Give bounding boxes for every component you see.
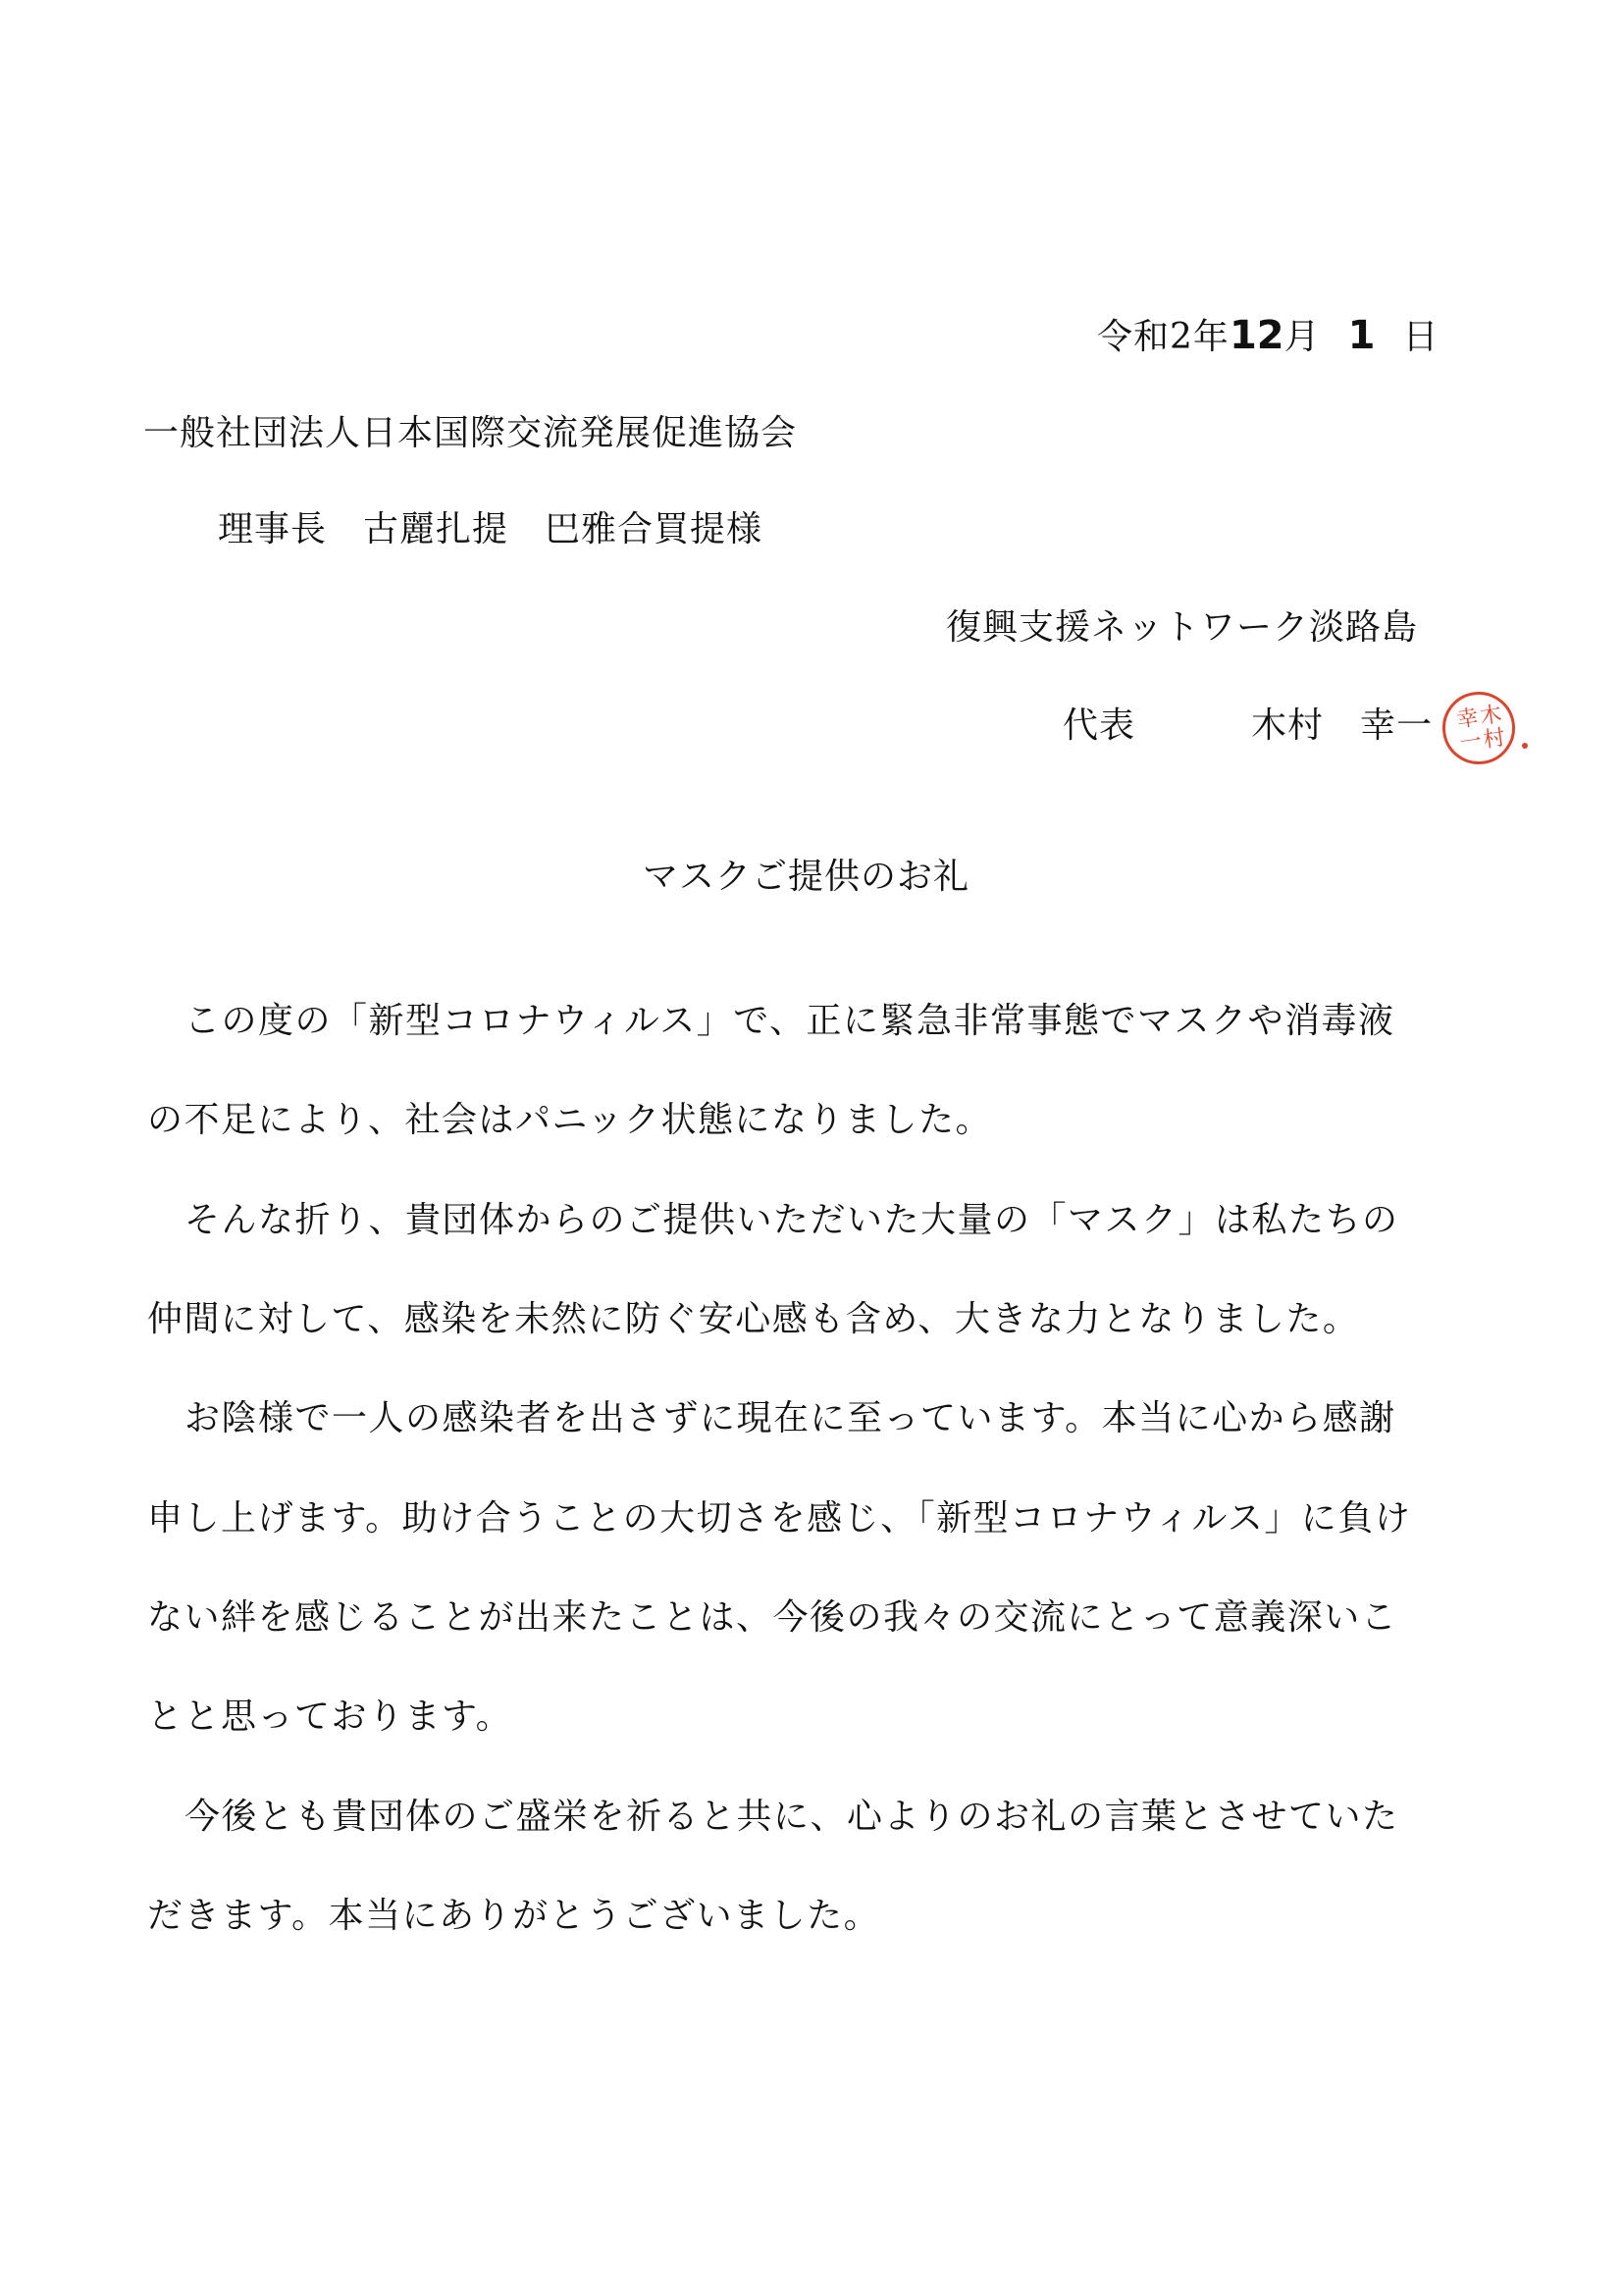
- seal-right-column: 木村: [1478, 702, 1507, 754]
- body-line: 申し上げます。助け合うことの大切さを感じ、「新型コロナウィルス」に負け: [147, 1498, 1412, 1539]
- date-day-unit: 日: [1402, 317, 1440, 357]
- date-month: 12: [1229, 313, 1284, 358]
- body-line: の不足により、社会はパニック状態になりました。: [147, 1100, 993, 1140]
- letter-subject: マスクご提供のお礼: [643, 857, 970, 897]
- date-year: 2: [1170, 317, 1193, 357]
- sender-representative: [1063, 705, 1434, 746]
- recipient-name: 理事長 古麗扎提 巴雅合買提様: [218, 509, 763, 549]
- date-year-unit: 年: [1192, 317, 1230, 357]
- date-day: 1: [1347, 313, 1376, 358]
- body-line: お陰様で一人の感染者を出さずに現在に至っています。本当に心から感謝: [184, 1398, 1396, 1438]
- recipient-organization: 一般社団法人日本国際交流発展促進協会: [143, 413, 798, 453]
- body-line: 仲間に対して、感染を未然に防ぐ安心感も含め、大きな力となりました。: [147, 1299, 1360, 1339]
- personal-seal-stamp: [1438, 687, 1520, 769]
- body-line: ない絆を感じることが出来たことは、今後の我々の交流にとって意義深いこ: [147, 1597, 1398, 1638]
- sender-organization: 復興支援ネットワーク淡路島: [946, 607, 1419, 648]
- seal-dot: [1522, 743, 1528, 749]
- body-line: この度の「新型コロナウィルス」で、正に緊急非常事態でマスクや消毒液: [184, 1001, 1395, 1041]
- body-line: そんな折り、貴団体からのご提供いただいた大量の「マスク」は私たちの: [184, 1200, 1399, 1240]
- date-era: 令和: [1097, 317, 1171, 357]
- sender-name: 木村 幸一: [1251, 705, 1434, 746]
- body-line: だきます。本当にありがとうございました。: [147, 1896, 881, 1936]
- sender-title: 代表: [1063, 705, 1136, 746]
- date-month-unit: 月: [1283, 317, 1321, 357]
- letter-date: [1097, 313, 1440, 358]
- seal-left-column: 幸一: [1454, 705, 1484, 757]
- body-line: とと思っております。: [147, 1696, 513, 1737]
- body-line: 今後とも貴団体のご盛栄を祈ると共に、心よりのお礼の言葉とさせていた: [184, 1797, 1399, 1837]
